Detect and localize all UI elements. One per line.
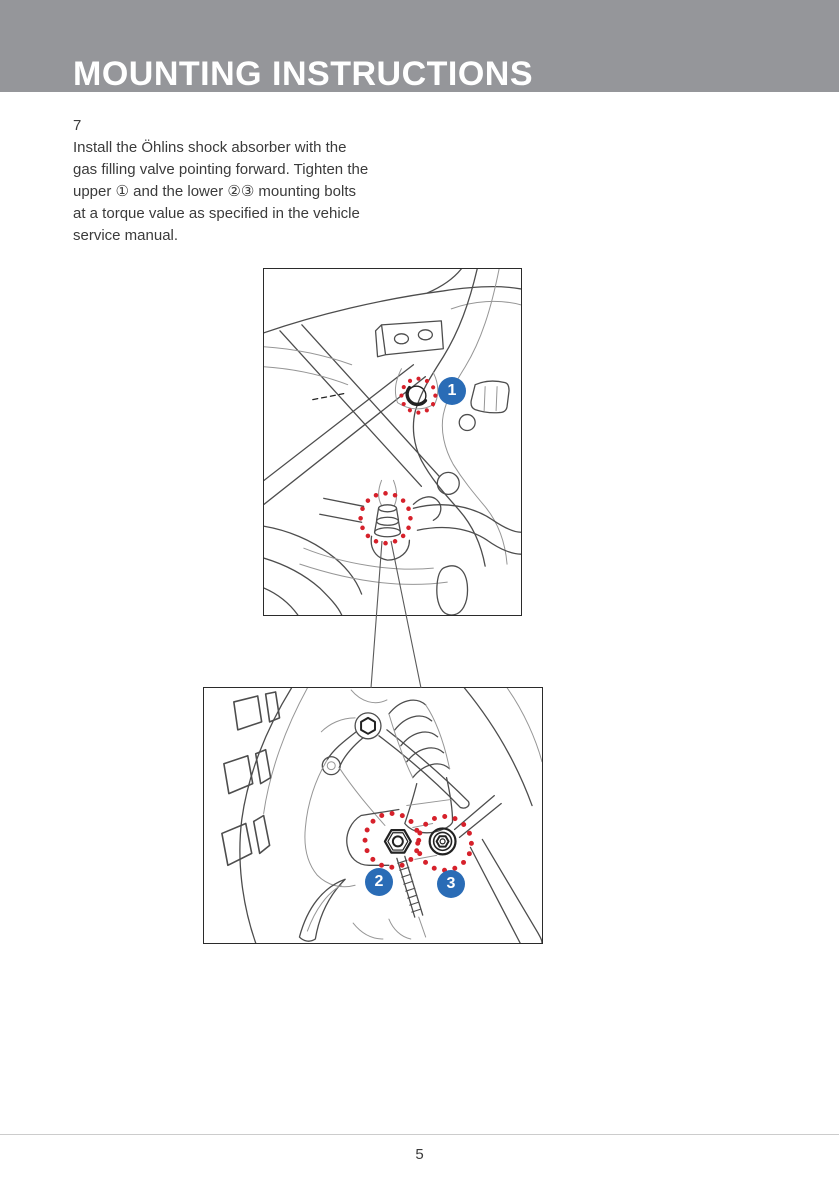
page-number: 5: [415, 1146, 424, 1163]
instruction-line: at a torque value as specified in the vehicle: [73, 205, 360, 222]
figure-lower-mounts: [203, 687, 543, 944]
figure-upper-mount: [263, 268, 522, 616]
header-banner: [0, 0, 839, 92]
lower-mounts-line-art: [204, 688, 542, 943]
step-number: 7: [73, 117, 82, 134]
instruction-line: gas filling valve pointing forward. Tighten the: [73, 161, 369, 178]
page-title: MOUNTING INSTRUCTIONS: [73, 55, 534, 93]
upper-mount-line-art: [264, 269, 521, 615]
marker-3: 3: [437, 870, 465, 898]
instruction-line: Install the Öhlins shock absorber with the: [73, 139, 347, 156]
footer-rule: [0, 1134, 839, 1135]
highlight-circle-gas-valve: [361, 493, 411, 543]
instruction-line: upper ① and the lower ②③ mounting bolts: [73, 183, 356, 200]
marker-2: 2: [365, 868, 393, 896]
instruction-line: service manual.: [73, 227, 179, 244]
marker-1: 1: [438, 377, 466, 405]
instruction-block: [73, 115, 368, 247]
